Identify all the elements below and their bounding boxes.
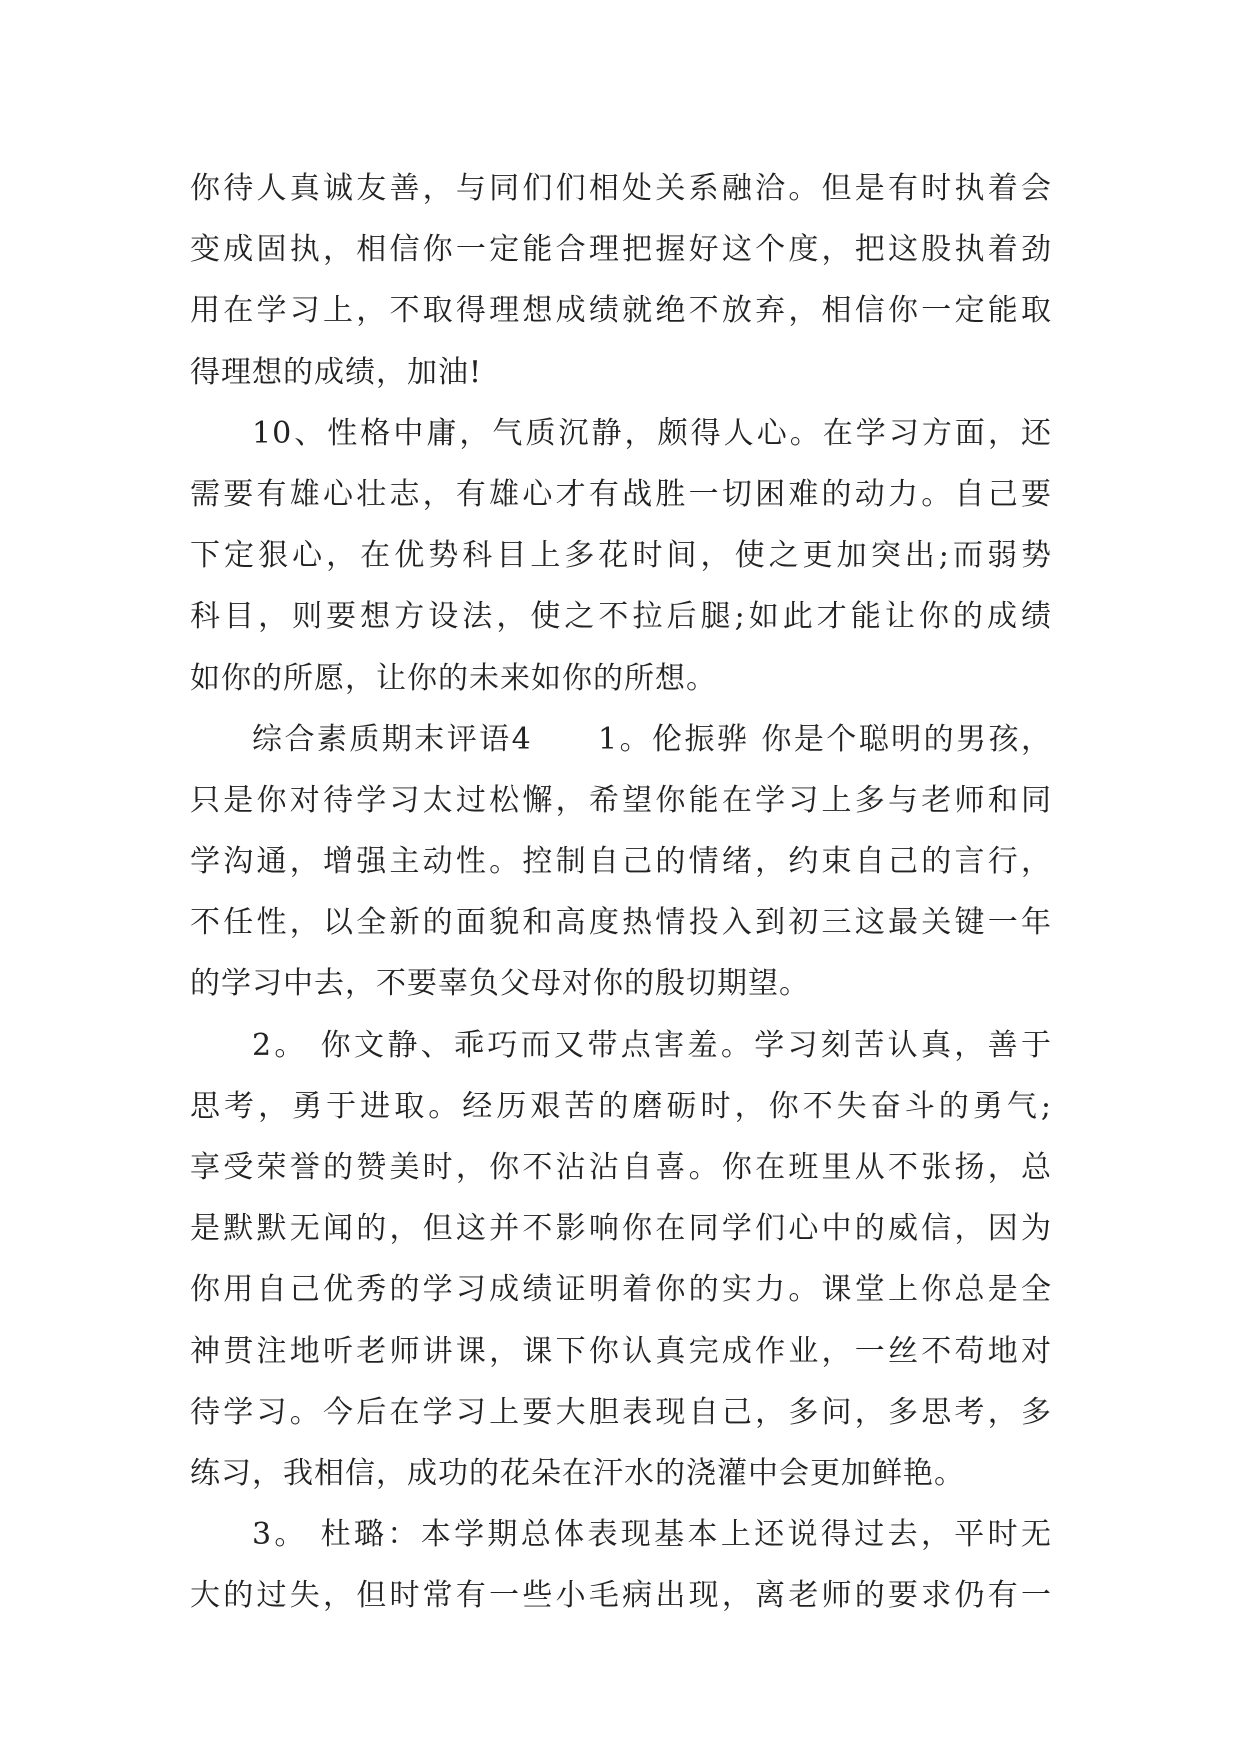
text-line: 练习，我相信，成功的花朵在汗水的浇灌中会更加鲜艳。 — [190, 1455, 965, 1491]
text-line: 用在学习上，不取得理想成绩就绝不放弃，相信你一定能取 — [190, 293, 1052, 329]
text-line: 变成固执，相信你一定能合理把握好这个度，把这股执着劲 — [190, 232, 1052, 268]
text-line: 科目，则要想方设法，使之不拉后腿;如此才能让你的成绩 — [190, 599, 1052, 635]
paragraph-3 — [190, 709, 1052, 1015]
text-line: 需要有雄心壮志，有雄心才有战胜一切困难的动力。自己要 — [190, 476, 1052, 512]
text-line: 的学习中去，不要辜负父母对你的殷切期望。 — [190, 966, 810, 1002]
text-line: 只是你对待学习太过松懈，希望你能在学习上多与老师和同 — [190, 782, 1052, 818]
text-line: 综合素质期末评语4 1。伦振骅 你是个聪明的男孩， — [252, 721, 1052, 757]
text-line: 下定狠心，在优势科目上多花时间，使之更加突出;而弱势 — [190, 538, 1052, 574]
text-line: 是默默无闻的，但这并不影响你在同学们心中的威信，因为 — [190, 1211, 1052, 1247]
text-line: 不任性，以全新的面貌和高度热情投入到初三这最关键一年 — [190, 905, 1052, 941]
text-line: 神贯注地听老师讲课，课下你认真完成作业，一丝不苟地对 — [190, 1333, 1052, 1369]
text-line: 思考，勇于进取。经历艰苦的磨砺时，你不失奋斗的勇气; — [190, 1088, 1052, 1124]
text-line: 3。 杜璐：本学期总体表现基本上还说得过去，平时无 — [252, 1517, 1052, 1553]
text-line: 学沟通，增强主动性。控制自己的情绪，约束自己的言行， — [190, 844, 1052, 880]
paragraph-1 — [190, 158, 1052, 403]
text-line: 2。 你文静、乖巧而又带点害羞。学习刻苦认真，善于 — [252, 1027, 1052, 1063]
text-line: 大的过失，但时常有一些小毛病出现，离老师的要求仍有一 — [190, 1578, 1052, 1614]
text-line: 得理想的成绩，加油! — [190, 354, 483, 390]
paragraph-2 — [190, 403, 1052, 709]
text-line: 10、性格中庸，气质沉静，颇得人心。在学习方面，还 — [252, 415, 1052, 451]
text-line: 你待人真诚友善，与同们们相处关系融洽。但是有时执着会 — [190, 171, 1052, 206]
paragraph-5 — [190, 1504, 1052, 1626]
text-line: 待学习。今后在学习上要大胆表现自己，多问，多思考，多 — [190, 1394, 1052, 1430]
text-line: 你用自己优秀的学习成绩证明着你的实力。课堂上你总是全 — [190, 1272, 1052, 1308]
text-line: 如你的所愿，让你的未来如你的所想。 — [190, 660, 717, 696]
paragraph-4 — [190, 1015, 1052, 1505]
text-line: 享受荣誉的赞美时，你不沾沾自喜。你在班里从不张扬，总 — [190, 1150, 1052, 1185]
document-body — [190, 158, 1052, 1627]
